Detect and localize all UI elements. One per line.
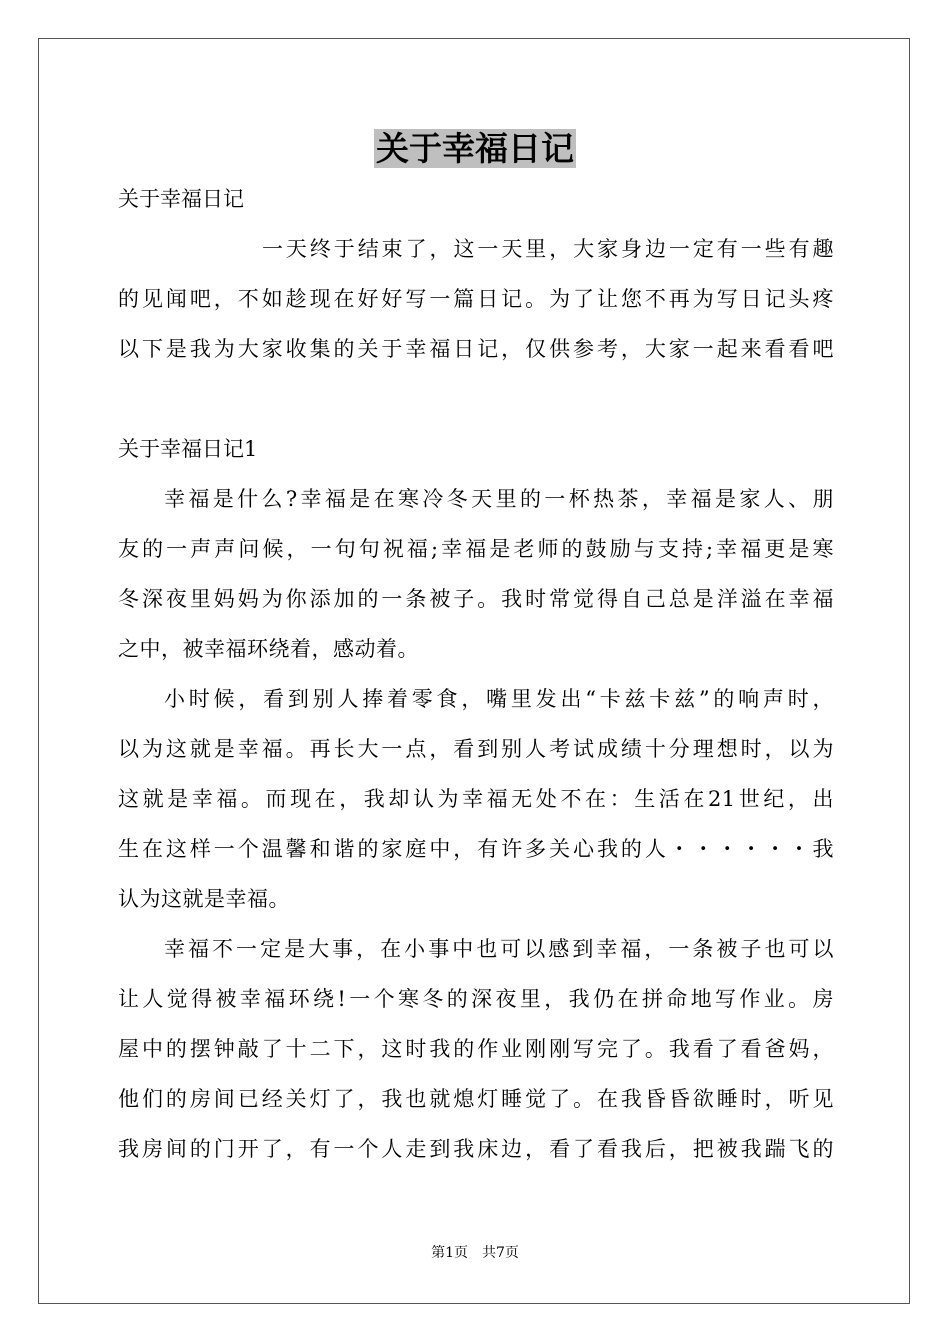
paragraph-line: 友的一声声问候，一句句祝福;幸福是老师的鼓励与支持;幸福更是寒	[118, 537, 834, 561]
intro-line: 的见闻吧，不如趁现在好好写一篇日记。为了让您不再为写日记头疼	[118, 287, 834, 311]
paragraph-line: 生在这样一个温馨和谐的家庭中，有许多关心我的人・・・・・・我	[118, 837, 834, 861]
document-title	[0, 125, 950, 173]
document-title-text: 关于幸福日记	[376, 129, 574, 168]
section-heading: 关于幸福日记1	[118, 437, 258, 461]
paragraph-line: 幸福是什么?幸福是在寒冷冬天里的一杯热茶，幸福是家人、朋	[164, 487, 834, 511]
paragraph-line: 他们的房间已经关灯了，我也就熄灯睡觉了。在我昏昏欲睡时，听见	[118, 1087, 834, 1111]
paragraph-line: 之中，被幸福环绕着，感动着。	[118, 637, 419, 661]
page-number-footer: 第1页 共7页	[431, 1245, 519, 1261]
paragraph-line: 我房间的门开了，有一个人走到我床边，看了看我后，把被我踹飞的	[118, 1137, 834, 1161]
paragraph-line: 小时候，看到别人捧着零食，嘴里发出“卡兹卡兹”的响声时，	[164, 687, 834, 711]
paragraph-line: 认为这就是幸福。	[118, 887, 290, 911]
intro-line: 一天终于结束了，这一天里，大家身边一定有一些有趣	[262, 237, 834, 261]
paragraph-line: 冬深夜里妈妈为你添加的一条被子。我时常觉得自己总是洋溢在幸福	[118, 587, 834, 611]
paragraph-line: 屋中的摆钟敲了十二下，这时我的作业刚刚写完了。我看了看爸妈，	[118, 1037, 834, 1061]
paragraph-line: 这就是幸福。而现在，我却认为幸福无处不在：生活在21世纪，出	[118, 787, 834, 811]
intro-line: 以下是我为大家收集的关于幸福日记，仅供参考，大家一起来看看吧	[118, 337, 834, 361]
paragraph-line: 以为这就是幸福。再长大一点，看到别人考试成绩十分理想时，以为	[118, 737, 834, 761]
document-subtitle: 关于幸福日记	[118, 187, 244, 211]
paragraph-line: 让人觉得被幸福环绕!一个寒冬的深夜里，我仍在拼命地写作业。房	[118, 987, 834, 1011]
paragraph-line: 幸福不一定是大事，在小事中也可以感到幸福，一条被子也可以	[164, 937, 834, 961]
